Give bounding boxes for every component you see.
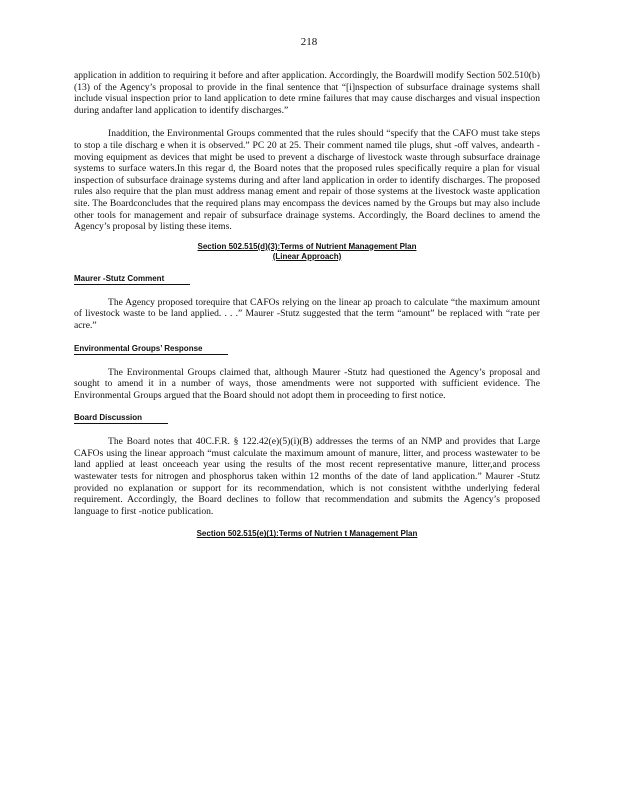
- subheading-maurer-stutz-comment: Maurer -Stutz Comment: [74, 274, 540, 285]
- paragraph-drainage-inspection: application in addition to requiring it before and after application. Accordingly, the Boardwill modify Section 502.510(b)(13) of the Agency’s proposal to provide in the final sentence that “[i]nspection of subsurface drainage systems shall include visual inspection prior to land application to dete rmine failures that may cause discharges and visual inspection during andafter land application to identify discharges.”: [74, 70, 540, 116]
- paragraph-groups-response: The Environmental Groups claimed that, although Maurer -Stutz had questioned the Agency’s proposal and sought to amend it in a number of ways, those amendments were not supported with sufficient evidence. The Environmental Groups argued that the Board should not adopt them in proceeding to first notice.: [74, 366, 540, 401]
- paragraph-tile-discharge: Inaddition, the Environmental Groups commented that the rules should “specify that the CAFO must take steps to stop a tile discharg e when it is observed.” PC 20 at 25. Their comment named tile plugs, shut -off valves, andearth -moving equipment as devices that might be used to prevent a discharge of livestock waste through subsurface drainage systems to surface waters.In this regar d, the Board notes that the proposed rules specifically require a plan for visual inspection of subsurface drainage systems during and after land application in order to identify discharges. The proposed rules also require that the plan must address manag ement and repair of those systems at the livestock waste application site. The Boardconcludes that the required plans may encompass the devices named by the Groups but may also include other tools for management and repair of subsurface drainage systems. Accordingly, the Board declines to amend the Agency’s proposal by listing these items.: [74, 128, 540, 233]
- paragraph-linear-approach: The Agency proposed torequire that CAFOs relying on the linear ap proach to calculate “the maximum amount of livestock waste to be land applied. . . .” Maurer -Stutz suggested that the term “amount” be replaced with “rate per acre.”: [74, 296, 540, 331]
- subheading-environmental-groups-response: Environmental Groups’ Response: [74, 344, 540, 355]
- document-body: [74, 70, 540, 539]
- subheading-board-discussion: Board Discussion: [74, 413, 540, 424]
- section-heading-502-515-e-1: Section 502.515(e)(1):Terms of Nutrien t Management Plan: [196, 529, 418, 539]
- paragraph-board-discussion: The Board notes that 40C.F.R. § 122.42(e)(5)(i)(B) addresses the terms of an NMP and provides that Large CAFOs using the linear approach “must calculate the maximum amount of manure, litter, and process wastewater to be land applied at least onceeach year using the results of the most recent representative manure, litter,and process wastewater tests for nitrogen and phosphorus taken within 12 months of the date of land application.” Maurer -Stutz provided no explanation or support for its recommendation, which is not consistent withthe underlying federal requirement. Accordingly, the Board declines to follow that recommendation and submits the Agency’s proposed language to first -notice publication.: [74, 436, 540, 517]
- page-number: 218: [300, 36, 318, 48]
- section-heading-line1: Section 502.515(d)(3):Terms of Nutrient Management Plan: [197, 241, 417, 251]
- section-heading-502-515-d-3: [74, 242, 540, 262]
- section-heading-line2: (Linear Approach): [272, 251, 342, 261]
